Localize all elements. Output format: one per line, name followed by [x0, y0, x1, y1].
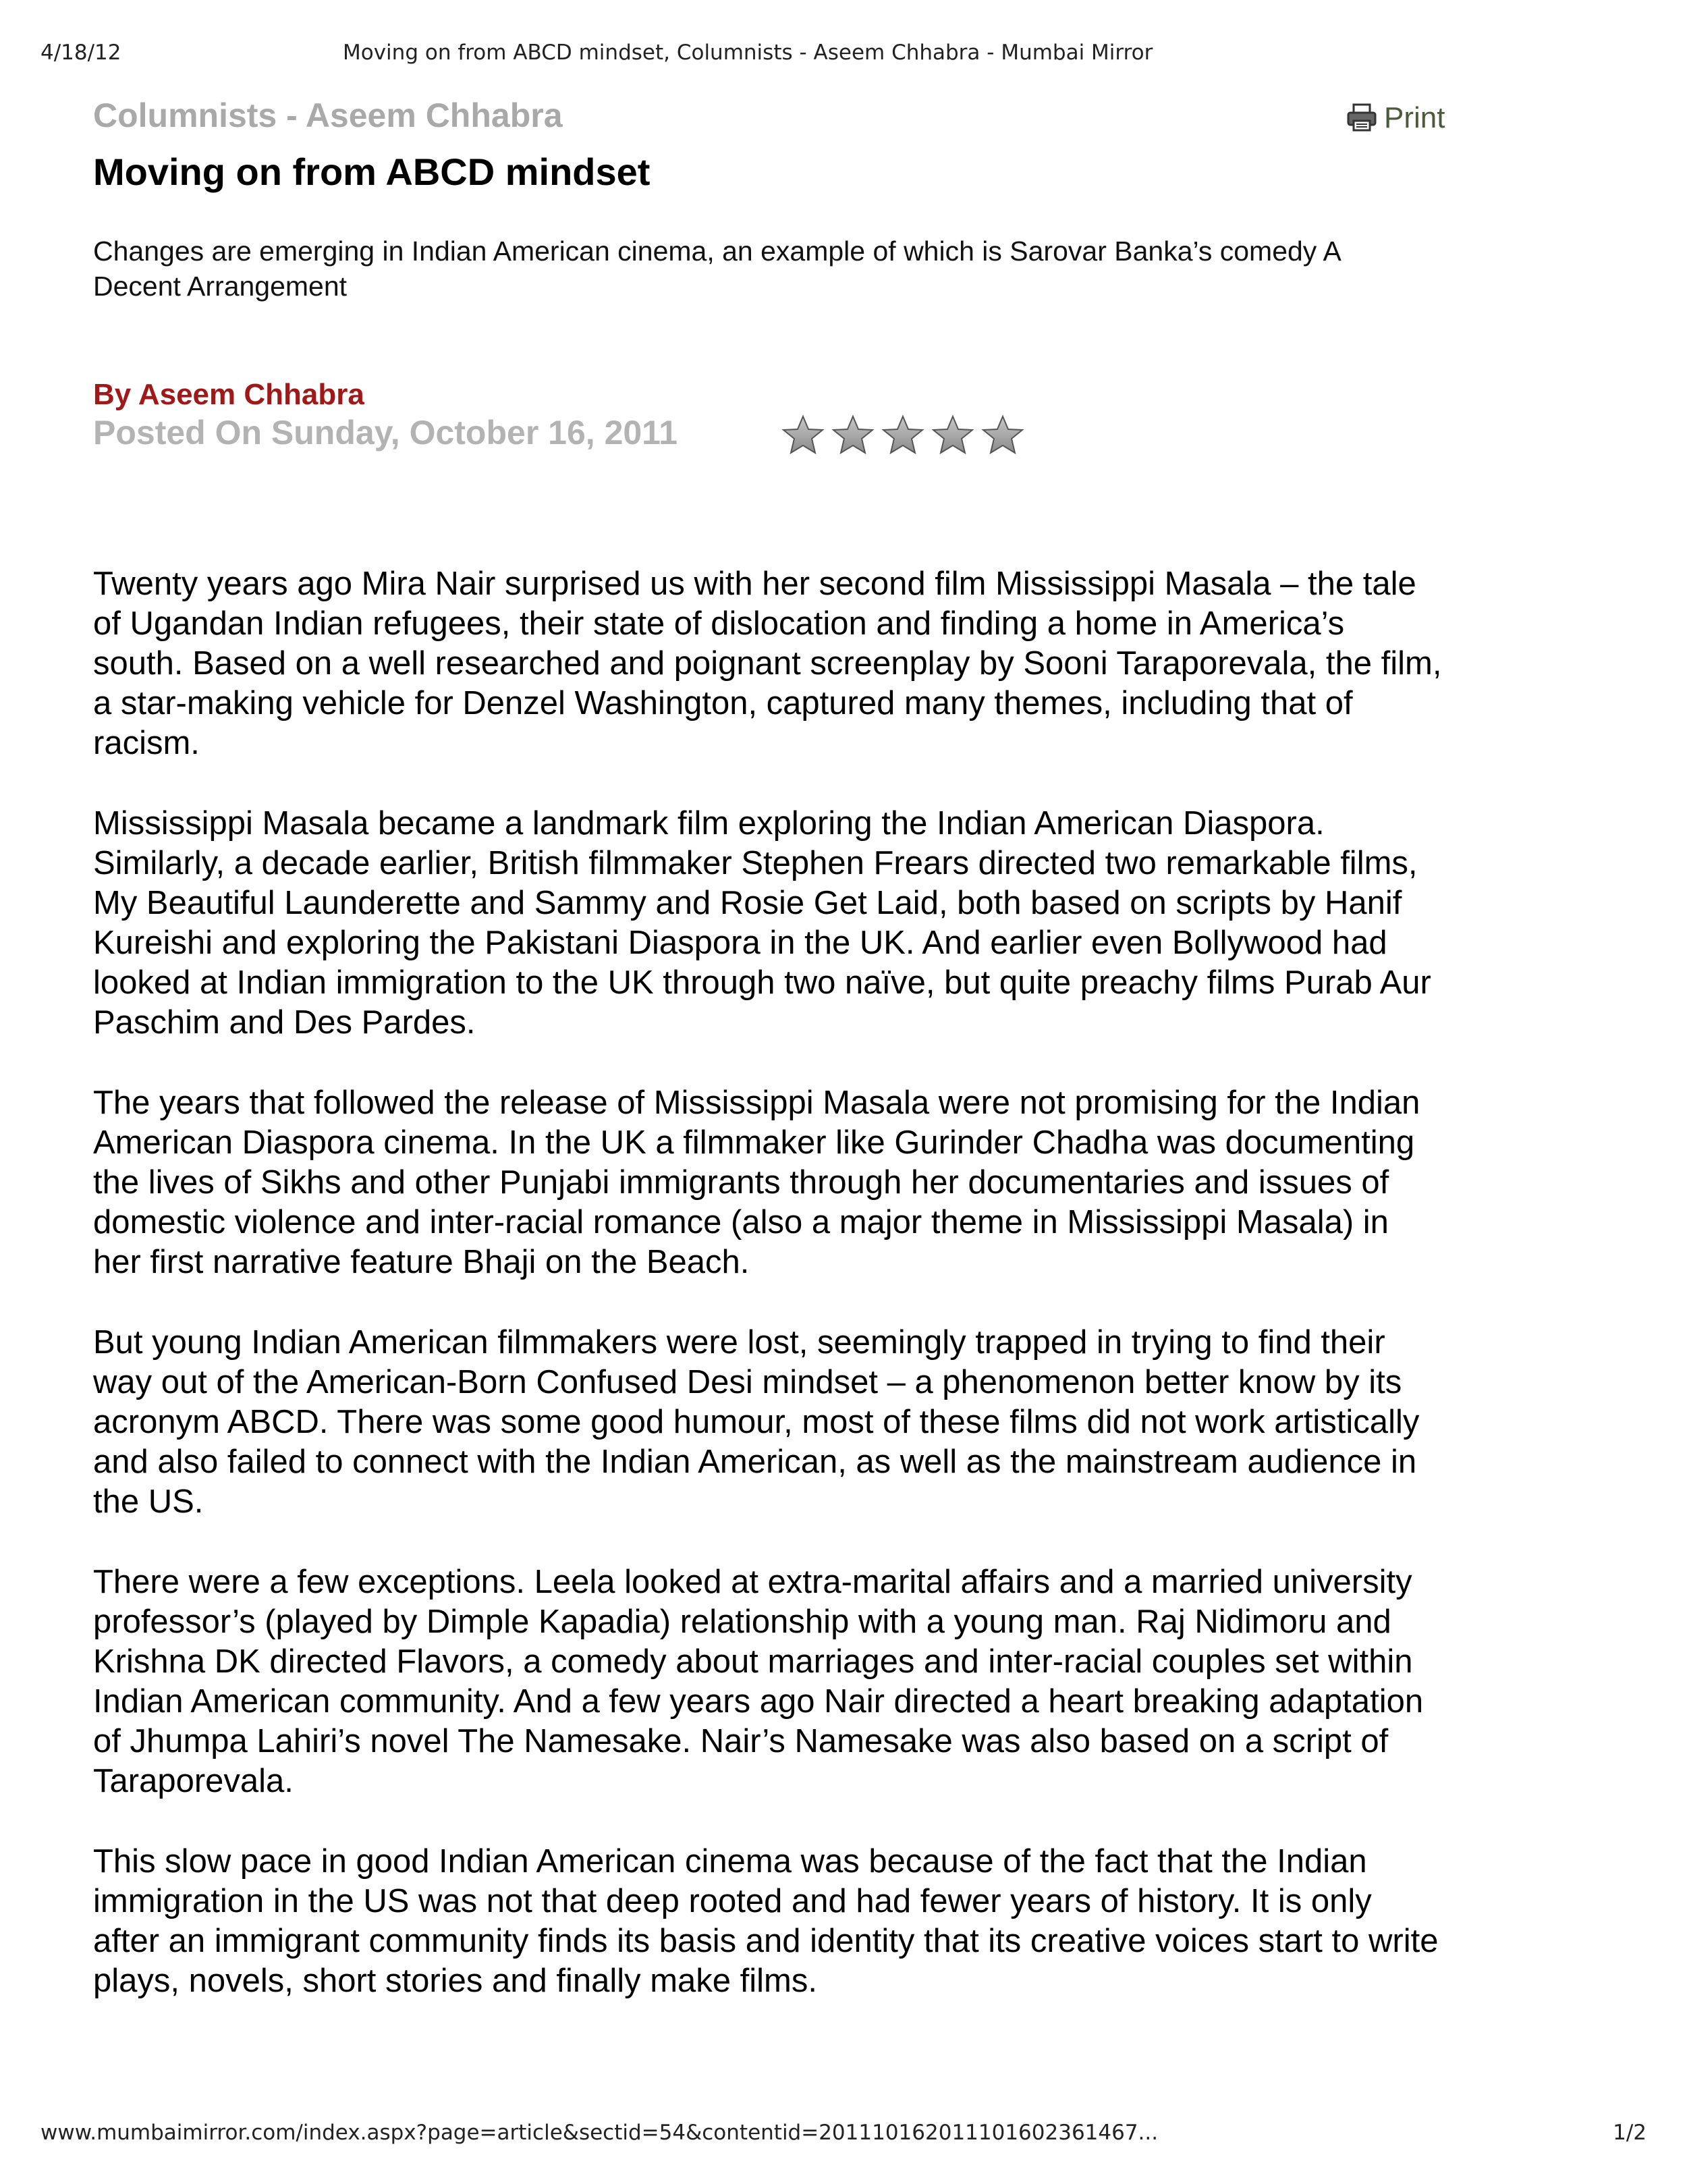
star-icon[interactable] [981, 414, 1024, 455]
article-paragraph: This slow pace in good Indian American cinema was because of the fact that the Indian immigration in the US was not that deep rooted and had fewer years of history. It is only after an immigrant community finds its basis and identity that its creative voices start to write plays, novels, short stories and finally make films. [93, 1843, 1439, 1999]
star-icon[interactable] [831, 414, 875, 455]
print-date: 4/18/12 [40, 40, 121, 65]
section-label[interactable]: Columnists - Aseem Chhabra [93, 97, 563, 134]
print-header [0, 40, 1687, 74]
article-paragraph: There were a few exceptions. Leela looked at extra-marital affairs and a married university professor’s (played by Dimple Kapadia) relationship with a young man. Raj Nidimoru and Krishna DK directed Flavors, a comedy about marriages and inter-racial couples set within Indian American community. And a few years ago Nair directed a heart breaking adaptation of Jhumpa Lahiri’s novel The Namesake. Nair’s Namesake was also based on a script of Taraporevala. [93, 1564, 1424, 1799]
print-button[interactable] [1346, 101, 1445, 135]
byline[interactable]: By Aseem Chhabra [93, 378, 364, 411]
posted-date: Posted On Sunday, October 16, 2011 [93, 414, 678, 452]
star-rating[interactable] [781, 414, 1024, 455]
page-number: 1/2 [1613, 2121, 1647, 2145]
star-icon[interactable] [881, 414, 924, 455]
article-headline: Moving on from ABCD mindset [93, 151, 651, 193]
article-paragraph: Twenty years ago Mira Nair surprised us with her second film Mississippi Masala – the tale of Ugandan Indian refugees, their state of dislocation and finding a home in America’s south. Based on a well researched and poignant screenplay by Sooni Taraporevala, the film, a star-making vehicle for Denzel Washington, captured many themes, including that of racism. [93, 566, 1442, 761]
print-url: www.mumbaimirror.com/index.aspx?page=article&sectid=54&contentid=20111016201110160236146​7... [40, 2121, 1159, 2145]
article-paragraph: But young Indian American filmmakers were lost, seemingly trapped in trying to find their way out of the American-Born Confused Desi mindset – a phenomenon better know by its acronym ABCD. There was some good humour, most of these films did not work artistically and also failed to connect with the Indian American, as well as the mainstream audience in the US. [93, 1324, 1420, 1520]
article-deck: Changes are emerging in Indian American cinema, an example of which is Sarovar Banka’s comedy A Decent Arrangement [93, 236, 1340, 302]
print-label: Print [1384, 101, 1445, 134]
print-page-title: Moving on from ABCD mindset, Columnists - Aseem Chhabra - Mumbai Mirror [343, 40, 1153, 65]
printer-icon [1346, 103, 1377, 133]
article-body [93, 564, 1443, 2042]
article-paragraph: The years that followed the release of Mississippi Masala were not promising for the Indian American Diaspora cinema. In the UK a filmmaker like Gurinder Chadha was documenting the lives of Sikhs and other Punjabi immigrants through her documentaries and issues of domestic violence and inter-racial romance (also a major theme in Mississippi Masala) in her first narrative feature Bhaji on the Beach. [93, 1085, 1420, 1280]
star-icon[interactable] [931, 414, 974, 455]
star-icon[interactable] [781, 414, 825, 455]
article-paragraph: Mississippi Masala became a landmark film exploring the Indian American Diaspora. Similarly, a decade earlier, British filmmaker Stephen Frears directed two remarkable films, My Beautiful Launderette and Sammy and Rosie Get Laid, both based on scripts by Hanif Kureishi and exploring the Pakistani Diaspora in the UK. And earlier even Bollywood had looked at Indian immigration to the UK through two naïve, but quite preachy films Purab Aur Paschim and Des Pardes. [93, 805, 1431, 1041]
